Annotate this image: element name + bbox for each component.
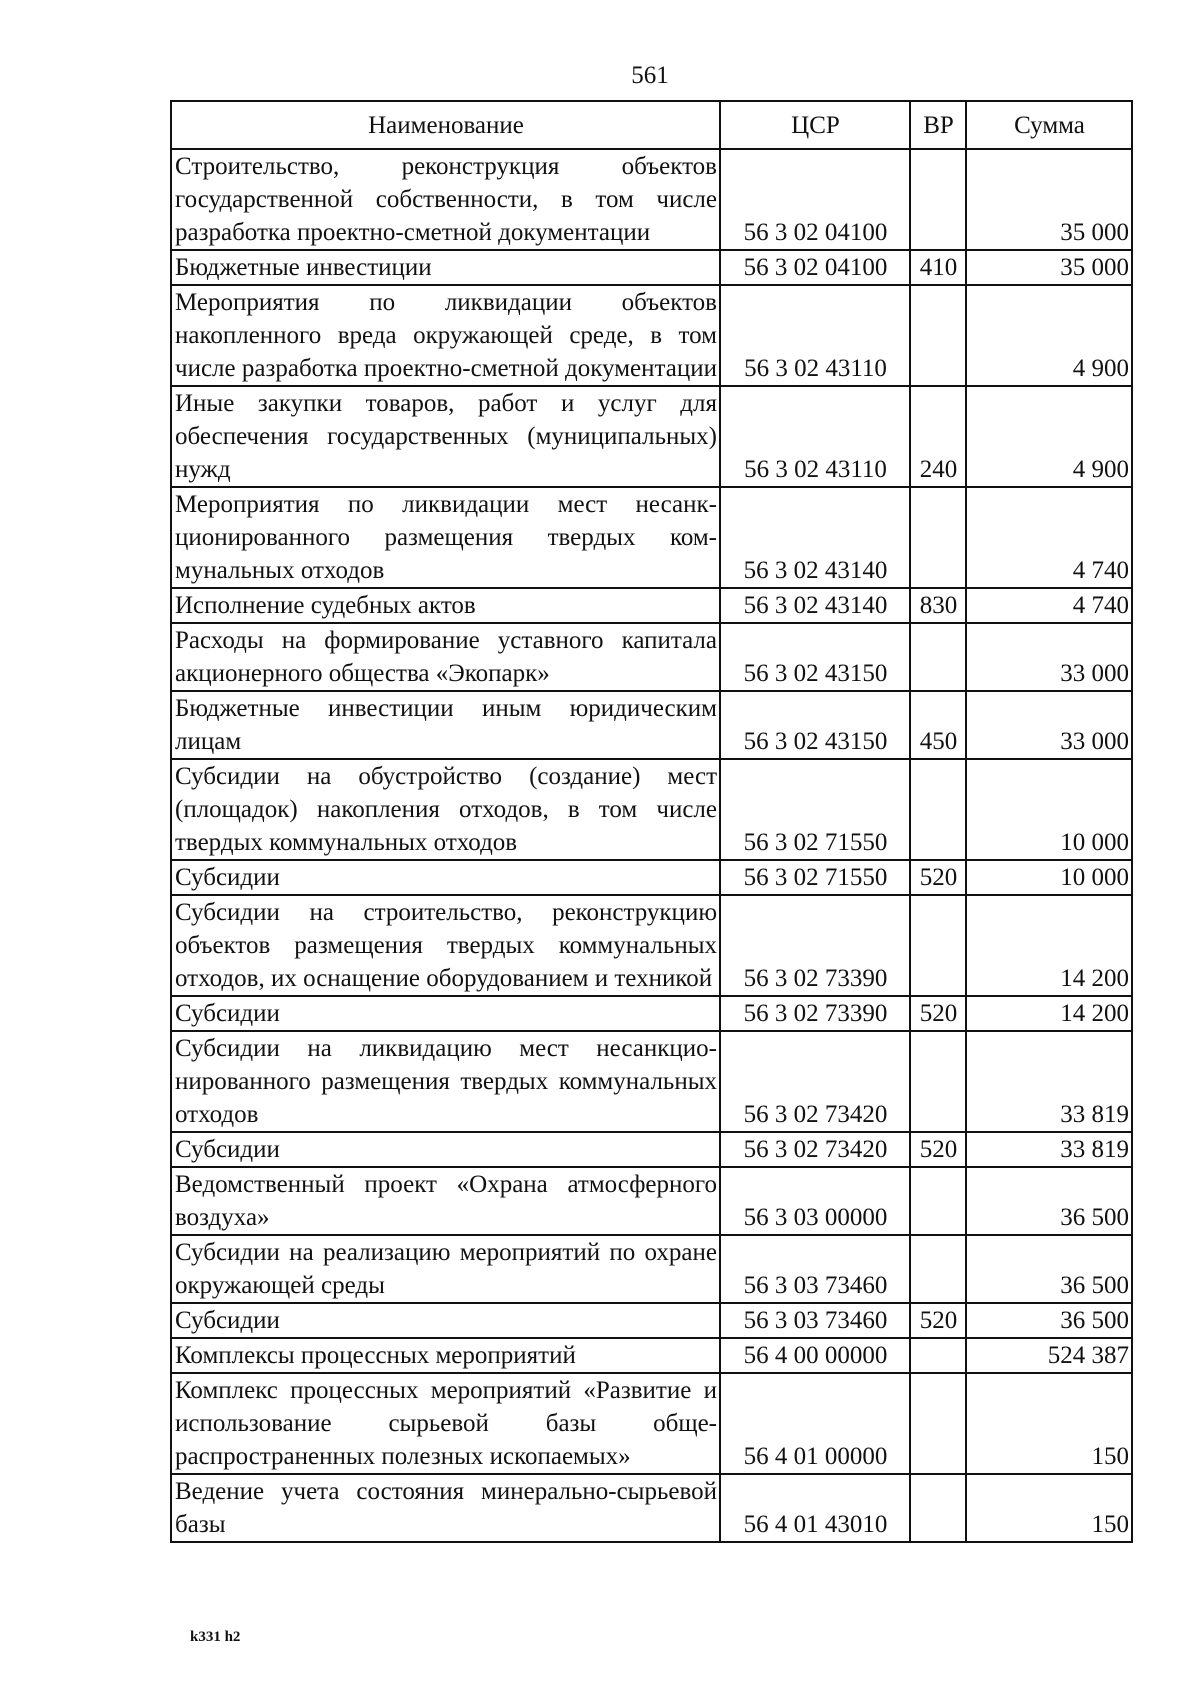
row-name: Субсидии на ликвидацию мест несанкционированного размещения твердых коммунальных отходов [171,1031,720,1132]
row-sum: 14 200 [966,996,1132,1031]
row-name: Мероприятия по ликвидации мест несанкционированного размещения твердых коммунальных отходов [171,487,720,588]
row-sum: 10 000 [966,759,1132,860]
row-sum: 33 819 [966,1132,1132,1167]
table-row [171,623,1132,691]
row-vr [910,1474,966,1542]
row-name: Расходы на формирование уставного капитала акционерного общества «Экопарк» [171,623,720,691]
row-vr: 410 [910,250,966,285]
table-row [171,1303,1132,1338]
row-csr: 56 3 02 43140 [720,487,910,588]
row-csr: 56 4 01 43010 [720,1474,910,1542]
table-row [171,1474,1132,1542]
row-csr: 56 3 02 73420 [720,1031,910,1132]
table-row [171,860,1132,895]
row-sum: 524 387 [966,1338,1132,1373]
row-name: Бюджетные инвестиции иным юридическим лицам [171,691,720,759]
row-vr [910,623,966,691]
row-csr: 56 3 02 43140 [720,588,910,623]
header-vr: ВР [910,101,966,149]
row-name: Субсидии [171,996,720,1031]
row-vr: 520 [910,860,966,895]
row-name: Субсидии [171,1132,720,1167]
row-sum: 36 500 [966,1167,1132,1235]
row-sum: 14 200 [966,895,1132,996]
row-vr [910,1338,966,1373]
table-row [171,1031,1132,1132]
row-name: Субсидии [171,1303,720,1338]
table-row [171,149,1132,250]
table-row [171,250,1132,285]
table-row [171,1132,1132,1167]
budget-table [170,100,1133,1543]
row-name: Ведомственный проект «Охрана атмосферного воздуха» [171,1167,720,1235]
table-row [171,1373,1132,1474]
row-sum: 10 000 [966,860,1132,895]
header-csr: ЦСР [720,101,910,149]
row-csr: 56 3 02 04100 [720,149,910,250]
row-vr [910,759,966,860]
row-csr: 56 3 02 73390 [720,996,910,1031]
row-csr: 56 3 03 73460 [720,1303,910,1338]
table-header-row [171,101,1132,149]
row-sum: 33 000 [966,623,1132,691]
row-csr: 56 3 02 73420 [720,1132,910,1167]
row-vr [910,149,966,250]
row-vr [910,1167,966,1235]
row-vr: 240 [910,386,966,487]
row-sum: 4 900 [966,285,1132,386]
row-csr: 56 3 02 43150 [720,623,910,691]
header-name: Наименование [171,101,720,149]
table-row [171,285,1132,386]
row-name: Субсидии на обустройство (создание) мест (площадок) накопления отходов, в том числе твердых коммунальных отходов [171,759,720,860]
row-csr: 56 3 02 43150 [720,691,910,759]
row-vr [910,1031,966,1132]
row-csr: 56 3 02 04100 [720,250,910,285]
row-name: Бюджетные инвестиции [171,250,720,285]
row-sum: 150 [966,1474,1132,1542]
row-csr: 56 3 03 73460 [720,1235,910,1303]
row-name: Комплексы процессных мероприятий [171,1338,720,1373]
row-name: Субсидии на строительство, реконструкцию объектов размещения твердых коммунальных отходов, их оснащение оборудованием и техникой [171,895,720,996]
row-vr: 520 [910,1132,966,1167]
row-sum: 33 819 [966,1031,1132,1132]
row-name: Субсидии [171,860,720,895]
row-csr: 56 3 03 00000 [720,1167,910,1235]
row-sum: 150 [966,1373,1132,1474]
row-vr: 450 [910,691,966,759]
row-sum: 36 500 [966,1235,1132,1303]
row-name: Строительство, реконструкция объектов государственной собственности, в том числе разработка проектно-сметной документации [171,149,720,250]
table-row [171,1338,1132,1373]
row-sum: 4 740 [966,487,1132,588]
table-row [171,895,1132,996]
row-csr: 56 4 00 00000 [720,1338,910,1373]
row-csr: 56 3 02 71550 [720,860,910,895]
row-name: Мероприятия по ликвидации объектов накопленного вреда окружающей среде, в том числе разработка проектно-сметной документации [171,285,720,386]
row-vr [910,1235,966,1303]
table-row [171,691,1132,759]
row-sum: 35 000 [966,149,1132,250]
page-number: 561 [631,62,669,89]
table-row [171,487,1132,588]
row-sum: 36 500 [966,1303,1132,1338]
table-row [171,386,1132,487]
row-vr: 520 [910,1303,966,1338]
footer-code: k331 h2 [190,1629,241,1645]
row-vr: 520 [910,996,966,1031]
row-name: Комплекс процессных мероприятий «Развитие и использование сырьевой базы общераспространенных полезных ископаемых» [171,1373,720,1474]
row-sum: 4 900 [966,386,1132,487]
row-csr: 56 3 02 43110 [720,285,910,386]
row-vr [910,895,966,996]
table-row [171,588,1132,623]
table-row [171,759,1132,860]
row-sum: 35 000 [966,250,1132,285]
row-csr: 56 3 02 71550 [720,759,910,860]
row-name: Исполнение судебных актов [171,588,720,623]
row-csr: 56 4 01 00000 [720,1373,910,1474]
row-vr [910,487,966,588]
row-vr [910,1373,966,1474]
row-name: Иные закупки товаров, работ и услуг для обеспечения государственных (муниципальных) нужд [171,386,720,487]
table-row [171,1167,1132,1235]
row-vr: 830 [910,588,966,623]
header-sum: Сумма [966,101,1132,149]
table-row [171,996,1132,1031]
row-csr: 56 3 02 43110 [720,386,910,487]
row-sum: 4 740 [966,588,1132,623]
row-vr [910,285,966,386]
row-csr: 56 3 02 73390 [720,895,910,996]
table-row [171,1235,1132,1303]
row-name: Субсидии на реализацию мероприятий по охране окружающей среды [171,1235,720,1303]
row-name: Ведение учета состояния минерально-сырьевой базы [171,1474,720,1542]
row-sum: 33 000 [966,691,1132,759]
